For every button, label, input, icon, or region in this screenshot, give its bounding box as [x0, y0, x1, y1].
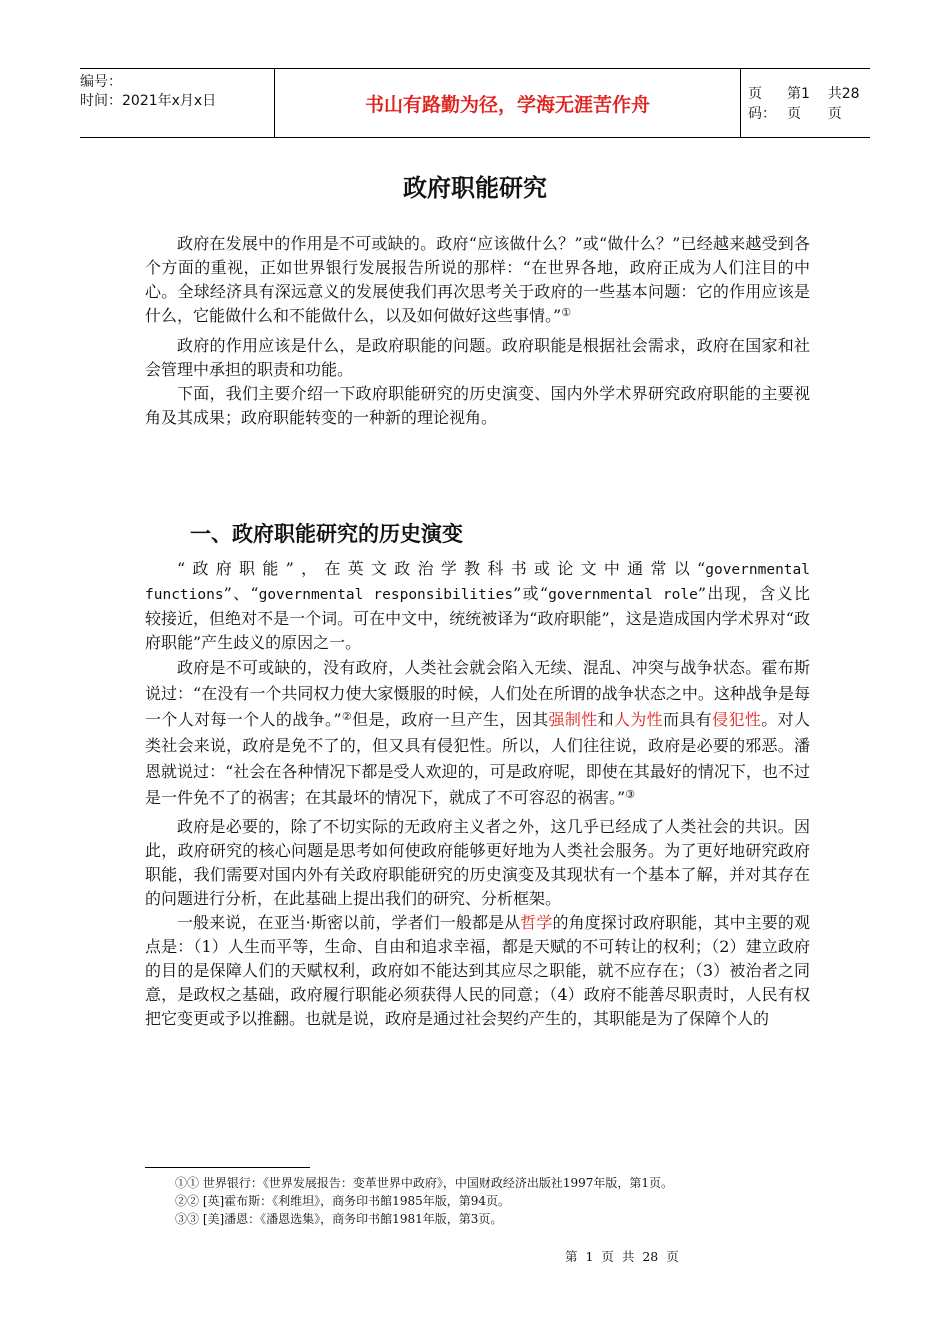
page-header — [80, 68, 870, 138]
s1p1-c: ”或“ — [513, 584, 549, 603]
section1-paragraph-4 — [145, 911, 810, 1031]
footnote-2: ②② [英]霍布斯：《利维坦》，商务印书館1985年版，第94页。 — [175, 1194, 510, 1208]
header-meta — [80, 69, 275, 137]
section-heading-1: 一、政府职能研究的历史演变 — [190, 522, 463, 546]
footnote-divider — [145, 1167, 310, 1168]
s1p4-a: 一般来说，在亚当·斯密以前，学者们一般都是从 — [177, 913, 521, 932]
footnote-ref-3[interactable]: ③ — [625, 788, 636, 801]
intro-paragraph-1 — [145, 232, 810, 328]
page-total: 共28页 — [827, 86, 860, 122]
s1p1-d: ”出现，含义比较接近，但绝对不是一个词。可在中文中，统统被译为“政府职能”，这是造成国内学术界对“政府职能”产生歧义的原因之一。 — [145, 584, 810, 652]
term-governmental-functions: governmental functions — [145, 562, 810, 603]
intro-paragraph-3: 下面，我们主要介绍一下政府职能研究的历史演变、国内外学术界研究政府职能的主要视角及其成果；政府职能转变的一种新的理论视角。 — [145, 384, 810, 427]
page-label: 页码： — [748, 86, 776, 122]
s1p1-b: ”、“ — [223, 584, 259, 603]
s1p2-e: 。对人类社会来说，政府是免不了的，但又具有侵犯性。所以，人们往往说，政府是必要的邪恶。潘恩就说过：“社会在各种情况下都是受人欢迎的，可是政府呢，即使在其最好的情况下，也不过是一件免不了的祸害；在其最坏的情况下，就成了不可容忍的祸害。” — [145, 710, 810, 807]
highlight-coerciveness: 强制性 — [548, 710, 598, 729]
s1p2-d: 而具有 — [663, 710, 713, 729]
s1p4-b: 的角度探讨政府职能，其中主要的观点是：（1）人生而平等，生命、自由和追求幸福，都是天赋的不可转让的权利；（2）建立政府的目的是保障人们的天赋权利，政府如不能达到其应尽之职能，就不应存在；（3）被治者之同意，是政权之基础，政府履行职能必须获得人民的同意；（4）政府不能善尽职责时，人民有权把它变更或予以推翻。也就是说，政府是通过社会契约产生的，其职能是为了保障个人的 — [145, 913, 810, 1028]
intro-section — [145, 232, 810, 430]
footnote-3: ③③ [美]潘恩：《潘恩选集》，商务印书館1981年版，第3页。 — [175, 1212, 503, 1226]
section1-paragraph-1 — [145, 557, 810, 655]
highlight-philosophy: 哲学 — [520, 913, 553, 932]
document-title: 政府职能研究 — [403, 174, 547, 202]
intro-p1-text: 政府在发展中的作用是不可或缺的。政府“应该做什么？”或“做什么？”已经越来越受到各个方面的重视，正如世界银行发展报告所说的那样：“在世界各地，政府正成为人们注目的中心。全球经济具有深远意义的发展使我们再次思考关于政府的一些基本问题：它的作用应该是什么，它能做什么和不能做什么，以及如何做好这些事情。” — [145, 234, 810, 325]
footnote-1: ①① 世界银行：《世界发展报告：变革世界中政府》，中国财政经济出版社1997年版，第1页。 — [175, 1176, 673, 1190]
s1p2-a: 政府是不可或缺的，没有政府，人类社会就会陷入无续、混乱、冲突与战争状态。霍布斯说过：“在没有一个共同权力使大家慑服的时候，人们处在所谓的战争状态之中。这种战争是每一个人对每一个人的战争。” — [145, 658, 810, 729]
number-label: 编号： — [80, 74, 122, 90]
section1-paragraph-2 — [145, 655, 810, 811]
time-label: 时间：2021年x月x日 — [80, 93, 217, 109]
header-motto: 书山有路勤为径，学海无涯苦作舟 — [275, 69, 741, 137]
page-current: 第1页 — [787, 86, 810, 122]
term-governmental-role: governmental role — [548, 587, 698, 603]
footnote-ref-2[interactable]: ② — [341, 710, 353, 723]
s1p1-a: “政府职能”，在英文政治学教科书或论文中通常以“ — [177, 559, 706, 578]
section1-paragraph-3: 政府是必要的，除了不切实际的无政府主义者之外，这几乎已经成了人类社会的共识。因此，政府研究的核心问题是思考如何使政府能够更好地为人类社会服务。为了更好地研究政府职能，我们需要对国内外有关政府职能研究的历史演变及其现状有一个基本了解，并对其存在的问题进行分析，在此基础上提出我们的研究、分析框架。 — [145, 817, 810, 908]
term-governmental-responsibilities: governmental responsibilities — [258, 587, 514, 603]
intro-paragraph-2: 政府的作用应该是什么，是政府职能的问题。政府职能是根据社会需求，政府在国家和社会管理中承担的职责和功能。 — [145, 336, 810, 379]
highlight-artificiality: 人为性 — [613, 710, 664, 729]
footnote-ref-1[interactable]: ① — [561, 306, 572, 319]
page-number-footer: 第 1 页 共 28 页 — [565, 1249, 679, 1264]
header-page-info — [748, 69, 870, 137]
s1p2-b: 但是，政府一旦产生，因其 — [352, 710, 549, 729]
s1p2-c: 和 — [597, 710, 614, 729]
section1-body — [145, 557, 810, 1031]
highlight-aggressiveness: 侵犯性 — [712, 710, 762, 729]
